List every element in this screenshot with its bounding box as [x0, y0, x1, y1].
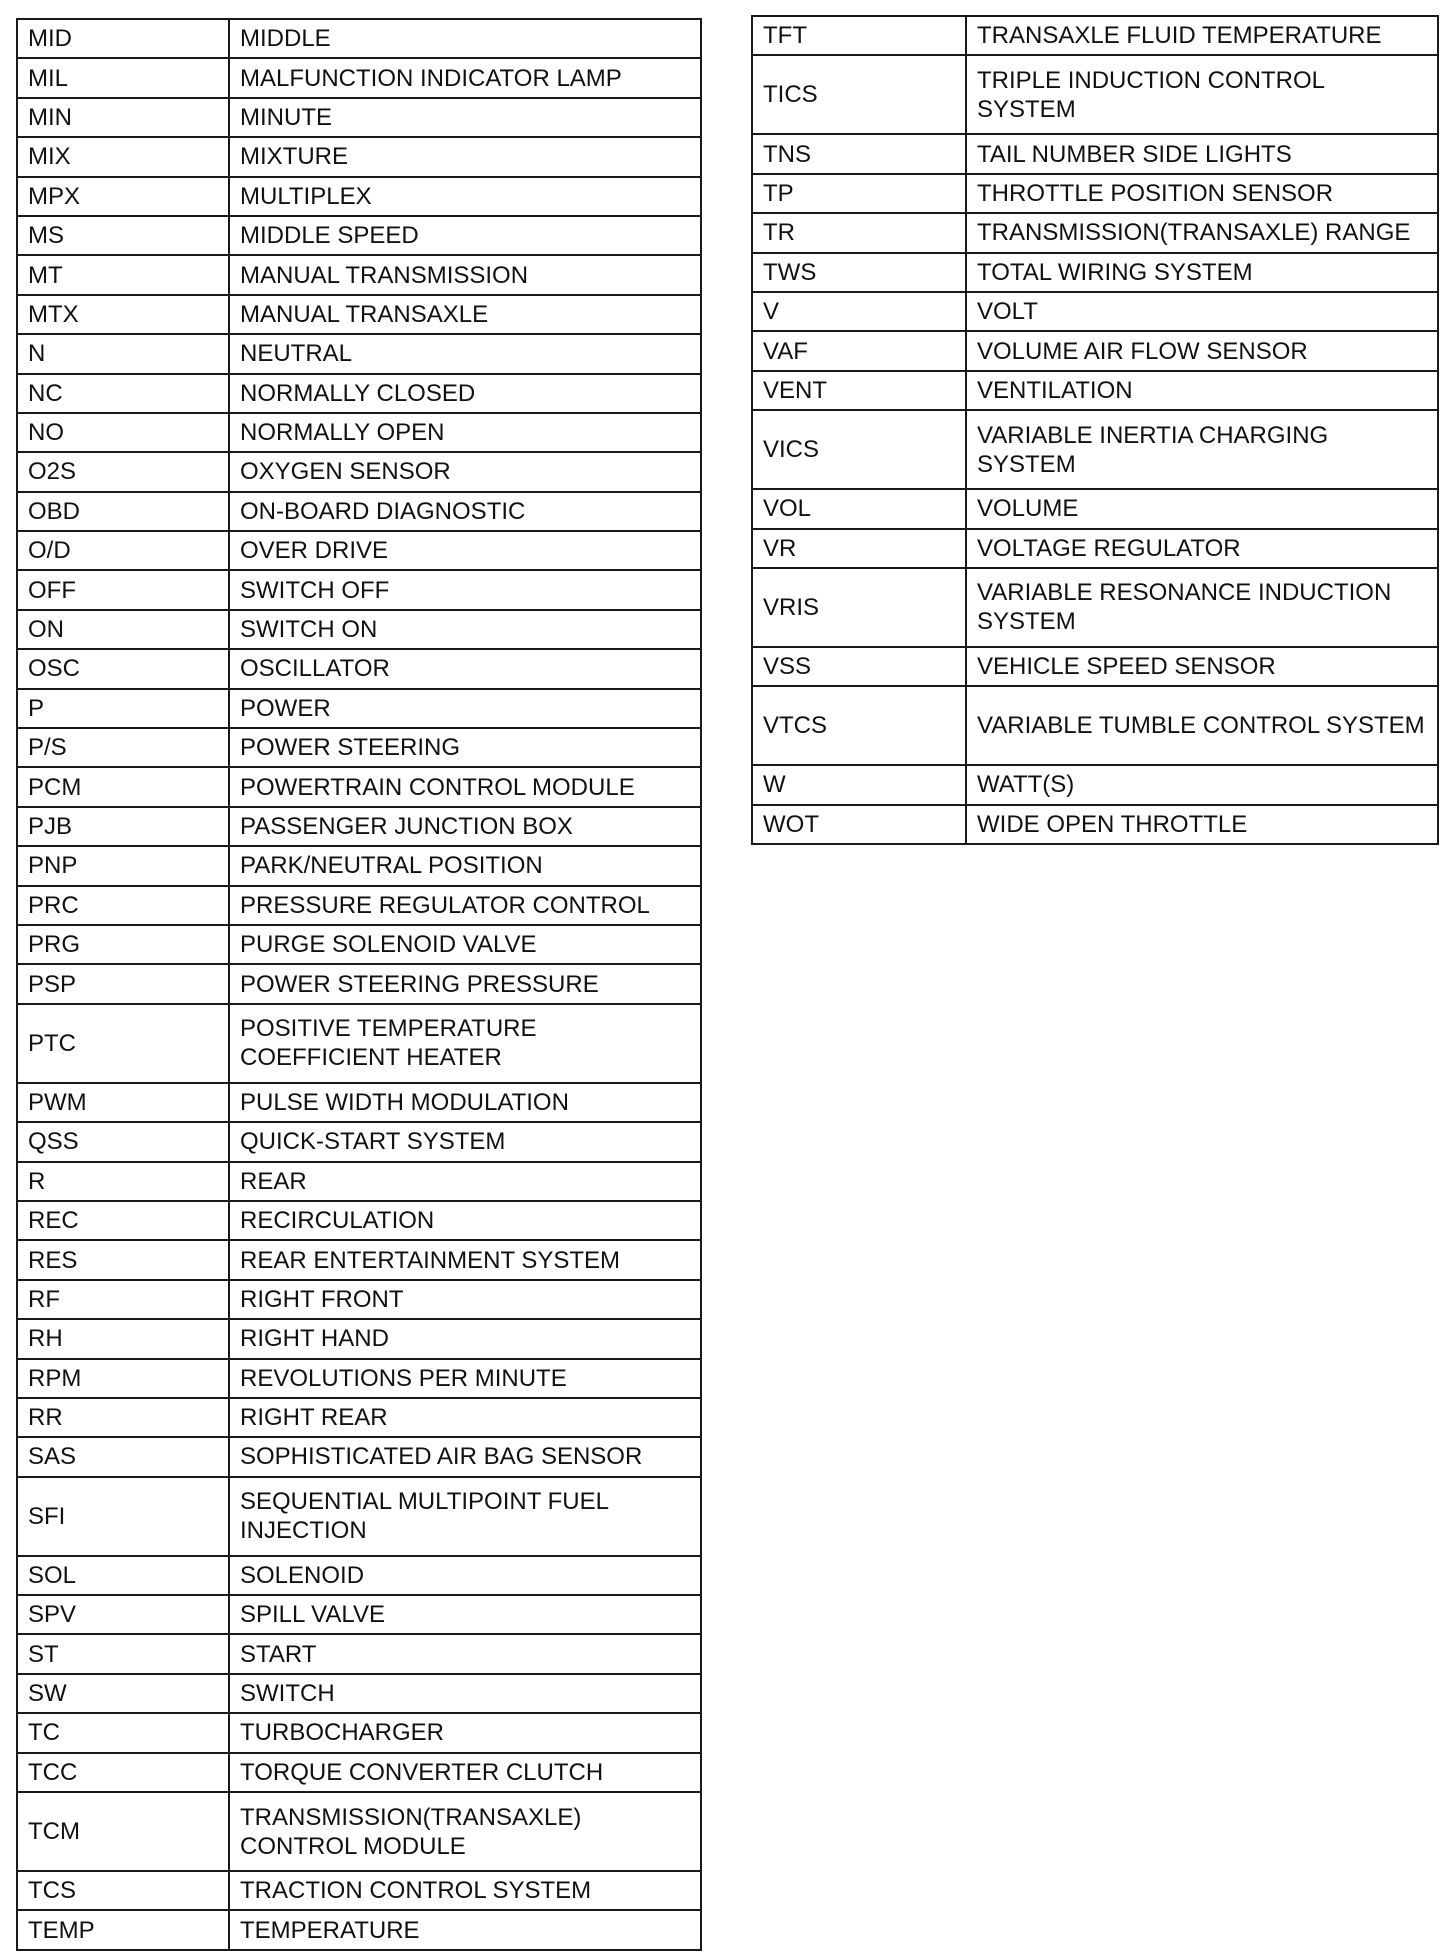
definition-cell: TURBOCHARGER	[229, 1713, 701, 1752]
definition-cell: VOLUME	[966, 489, 1438, 528]
table-row	[17, 1162, 701, 1201]
definition-cell: VARIABLE INERTIA CHARGING SYSTEM	[966, 410, 1438, 489]
table-row	[17, 492, 701, 531]
abbreviation-cell: MTX	[17, 295, 229, 334]
abbreviation-cell: RES	[17, 1240, 229, 1279]
definition-cell: POSITIVE TEMPERATURE COEFFICIENT HEATER	[229, 1004, 701, 1083]
abbreviation-cell: W	[752, 765, 966, 804]
table-row	[17, 1595, 701, 1634]
definition-cell: SWITCH	[229, 1674, 701, 1713]
abbreviation-cell: VR	[752, 529, 966, 568]
abbreviation-cell: SAS	[17, 1437, 229, 1476]
definition-cell: TRANSMISSION(TRANSAXLE) RANGE	[966, 213, 1438, 252]
table-row	[752, 55, 1438, 134]
definition-cell: REAR	[229, 1162, 701, 1201]
definition-cell: RIGHT REAR	[229, 1398, 701, 1437]
definition-cell: RIGHT HAND	[229, 1319, 701, 1358]
table-row	[17, 1674, 701, 1713]
definition-cell: SOLENOID	[229, 1556, 701, 1595]
definition-cell: SEQUENTIAL MULTIPOINT FUEL INJECTION	[229, 1477, 701, 1556]
abbreviation-cell: MIN	[17, 98, 229, 137]
definition-cell: MIDDLE	[229, 19, 701, 58]
table-row	[752, 371, 1438, 410]
table-row	[752, 292, 1438, 331]
table-row	[752, 174, 1438, 213]
table-row	[17, 846, 701, 885]
abbreviation-cell: O2S	[17, 452, 229, 491]
table-row	[17, 1753, 701, 1792]
table-row	[17, 1201, 701, 1240]
abbreviation-cell: VSS	[752, 647, 966, 686]
table-row	[752, 765, 1438, 804]
abbreviation-cell: TC	[17, 1713, 229, 1752]
abbreviation-cell: NC	[17, 374, 229, 413]
definition-cell: TOTAL WIRING SYSTEM	[966, 253, 1438, 292]
table-row	[752, 529, 1438, 568]
abbreviation-cell: PTC	[17, 1004, 229, 1083]
abbreviation-cell: PWM	[17, 1083, 229, 1122]
abbreviation-table-left	[16, 18, 702, 1951]
abbreviation-cell: PRC	[17, 886, 229, 925]
definition-cell: TORQUE CONVERTER CLUTCH	[229, 1753, 701, 1792]
definition-cell: WATT(S)	[966, 765, 1438, 804]
table-row	[17, 295, 701, 334]
table-row	[17, 807, 701, 846]
abbreviation-cell: VRIS	[752, 568, 966, 647]
abbreviation-cell: NO	[17, 413, 229, 452]
abbreviation-cell: P	[17, 689, 229, 728]
definition-cell: ON-BOARD DIAGNOSTIC	[229, 492, 701, 531]
abbreviation-cell: TNS	[752, 134, 966, 173]
abbreviation-cell: VENT	[752, 371, 966, 410]
definition-cell: MULTIPLEX	[229, 177, 701, 216]
definition-cell: TRANSAXLE FLUID TEMPERATURE	[966, 16, 1438, 55]
table-row	[752, 213, 1438, 252]
table-row	[17, 925, 701, 964]
abbreviation-cell: VICS	[752, 410, 966, 489]
abbreviation-cell: TEMP	[17, 1910, 229, 1949]
abbreviation-cell: SW	[17, 1674, 229, 1713]
definition-cell: MANUAL TRANSAXLE	[229, 295, 701, 334]
abbreviation-cell: RH	[17, 1319, 229, 1358]
table-row	[17, 1122, 701, 1161]
definition-cell: VEHICLE SPEED SENSOR	[966, 647, 1438, 686]
abbreviation-cell: OBD	[17, 492, 229, 531]
abbreviation-cell: ON	[17, 610, 229, 649]
definition-cell: THROTTLE POSITION SENSOR	[966, 174, 1438, 213]
table-row	[752, 805, 1438, 844]
definition-cell: VOLT	[966, 292, 1438, 331]
definition-cell: OVER DRIVE	[229, 531, 701, 570]
definition-cell: POWER	[229, 689, 701, 728]
definition-cell: PRESSURE REGULATOR CONTROL	[229, 886, 701, 925]
table-row	[17, 767, 701, 806]
definition-cell: SOPHISTICATED AIR BAG SENSOR	[229, 1437, 701, 1476]
definition-cell: NEUTRAL	[229, 334, 701, 373]
abbreviation-cell: PJB	[17, 807, 229, 846]
abbreviation-cell: TP	[752, 174, 966, 213]
definition-cell: MIDDLE SPEED	[229, 216, 701, 255]
table-row	[752, 489, 1438, 528]
table-row	[17, 649, 701, 688]
definition-cell: TAIL NUMBER SIDE LIGHTS	[966, 134, 1438, 173]
table-row	[17, 1398, 701, 1437]
table-row	[17, 177, 701, 216]
definition-cell: TEMPERATURE	[229, 1910, 701, 1949]
definition-cell: REAR ENTERTAINMENT SYSTEM	[229, 1240, 701, 1279]
abbreviation-cell: RR	[17, 1398, 229, 1437]
definition-cell: MALFUNCTION INDICATOR LAMP	[229, 58, 701, 97]
right-table-body	[752, 16, 1438, 844]
table-row	[752, 568, 1438, 647]
table-row	[17, 1319, 701, 1358]
table-row	[17, 610, 701, 649]
table-row	[17, 1871, 701, 1910]
table-row	[17, 452, 701, 491]
table-row	[17, 1556, 701, 1595]
table-row	[17, 137, 701, 176]
table-row	[17, 1004, 701, 1083]
table-row	[17, 570, 701, 609]
definition-cell: PULSE WIDTH MODULATION	[229, 1083, 701, 1122]
abbreviation-cell: SPV	[17, 1595, 229, 1634]
abbreviation-cell: TCS	[17, 1871, 229, 1910]
table-row	[752, 134, 1438, 173]
abbreviation-cell: PCM	[17, 767, 229, 806]
abbreviation-cell: TCC	[17, 1753, 229, 1792]
abbreviation-cell: RF	[17, 1280, 229, 1319]
abbreviation-table-right	[751, 15, 1439, 845]
abbreviation-cell: OSC	[17, 649, 229, 688]
table-row	[752, 647, 1438, 686]
abbreviation-cell: V	[752, 292, 966, 331]
table-row	[752, 331, 1438, 370]
abbreviation-cell: MIX	[17, 137, 229, 176]
table-row	[17, 1910, 701, 1949]
abbreviation-cell: MT	[17, 255, 229, 294]
table-row	[17, 58, 701, 97]
definition-cell: MIXTURE	[229, 137, 701, 176]
abbreviation-cell: MID	[17, 19, 229, 58]
table-row	[752, 253, 1438, 292]
abbreviation-cell: SOL	[17, 1556, 229, 1595]
abbreviation-cell: MPX	[17, 177, 229, 216]
definition-cell: RECIRCULATION	[229, 1201, 701, 1240]
table-row	[752, 686, 1438, 765]
definition-cell: POWER STEERING PRESSURE	[229, 964, 701, 1003]
abbreviation-cell: VTCS	[752, 686, 966, 765]
table-row	[17, 964, 701, 1003]
abbreviation-cell: VAF	[752, 331, 966, 370]
table-row	[17, 531, 701, 570]
definition-cell: POWERTRAIN CONTROL MODULE	[229, 767, 701, 806]
table-row	[17, 886, 701, 925]
table-row	[17, 1792, 701, 1871]
abbreviation-cell: TR	[752, 213, 966, 252]
table-row	[17, 1083, 701, 1122]
abbreviation-cell: QSS	[17, 1122, 229, 1161]
table-row	[17, 216, 701, 255]
left-table-body	[17, 19, 701, 1950]
table-row	[17, 728, 701, 767]
definition-cell: QUICK-START SYSTEM	[229, 1122, 701, 1161]
table-row	[17, 374, 701, 413]
table-row	[17, 334, 701, 373]
abbreviation-cell: P/S	[17, 728, 229, 767]
table-row	[17, 255, 701, 294]
abbreviation-cell: REC	[17, 1201, 229, 1240]
abbreviation-cell: TFT	[752, 16, 966, 55]
abbreviation-cell: TWS	[752, 253, 966, 292]
abbreviation-cell: SFI	[17, 1477, 229, 1556]
definition-cell: VOLUME AIR FLOW SENSOR	[966, 331, 1438, 370]
abbreviation-cell: O/D	[17, 531, 229, 570]
abbreviation-cell: PSP	[17, 964, 229, 1003]
table-row	[17, 413, 701, 452]
definition-cell: SPILL VALVE	[229, 1595, 701, 1634]
table-row	[17, 98, 701, 137]
definition-cell: TRANSMISSION(TRANSAXLE) CONTROL MODULE	[229, 1792, 701, 1871]
table-row	[17, 689, 701, 728]
abbreviation-cell: R	[17, 1162, 229, 1201]
definition-cell: VARIABLE RESONANCE INDUCTION SYSTEM	[966, 568, 1438, 647]
abbreviation-cell: PRG	[17, 925, 229, 964]
definition-cell: MINUTE	[229, 98, 701, 137]
definition-cell: VOLTAGE REGULATOR	[966, 529, 1438, 568]
table-row	[17, 19, 701, 58]
table-row	[17, 1280, 701, 1319]
definition-cell: OSCILLATOR	[229, 649, 701, 688]
definition-cell: NORMALLY CLOSED	[229, 374, 701, 413]
table-row	[17, 1437, 701, 1476]
definition-cell: POWER STEERING	[229, 728, 701, 767]
definition-cell: NORMALLY OPEN	[229, 413, 701, 452]
definition-cell: MANUAL TRANSMISSION	[229, 255, 701, 294]
definition-cell: SWITCH OFF	[229, 570, 701, 609]
abbreviation-cell: WOT	[752, 805, 966, 844]
abbreviation-cell: N	[17, 334, 229, 373]
table-row	[17, 1240, 701, 1279]
definition-cell: WIDE OPEN THROTTLE	[966, 805, 1438, 844]
table-row	[17, 1359, 701, 1398]
abbreviation-cell: RPM	[17, 1359, 229, 1398]
definition-cell: REVOLUTIONS PER MINUTE	[229, 1359, 701, 1398]
definition-cell: VENTILATION	[966, 371, 1438, 410]
table-row	[17, 1713, 701, 1752]
definition-cell: RIGHT FRONT	[229, 1280, 701, 1319]
definition-cell: TRACTION CONTROL SYSTEM	[229, 1871, 701, 1910]
abbreviation-cell: ST	[17, 1634, 229, 1673]
abbreviation-cell: MS	[17, 216, 229, 255]
definition-cell: PASSENGER JUNCTION BOX	[229, 807, 701, 846]
abbreviation-cell: TICS	[752, 55, 966, 134]
definition-cell: OXYGEN SENSOR	[229, 452, 701, 491]
abbreviation-cell: VOL	[752, 489, 966, 528]
definition-cell: SWITCH ON	[229, 610, 701, 649]
abbreviation-cell: MIL	[17, 58, 229, 97]
abbreviation-cell: PNP	[17, 846, 229, 885]
abbreviation-cell: TCM	[17, 1792, 229, 1871]
definition-cell: PARK/NEUTRAL POSITION	[229, 846, 701, 885]
definition-cell: VARIABLE TUMBLE CONTROL SYSTEM	[966, 686, 1438, 765]
table-row	[752, 16, 1438, 55]
definition-cell: START	[229, 1634, 701, 1673]
table-row	[17, 1634, 701, 1673]
table-row	[17, 1477, 701, 1556]
definition-cell: TRIPLE INDUCTION CONTROL SYSTEM	[966, 55, 1438, 134]
abbreviation-cell: OFF	[17, 570, 229, 609]
table-row	[752, 410, 1438, 489]
definition-cell: PURGE SOLENOID VALVE	[229, 925, 701, 964]
